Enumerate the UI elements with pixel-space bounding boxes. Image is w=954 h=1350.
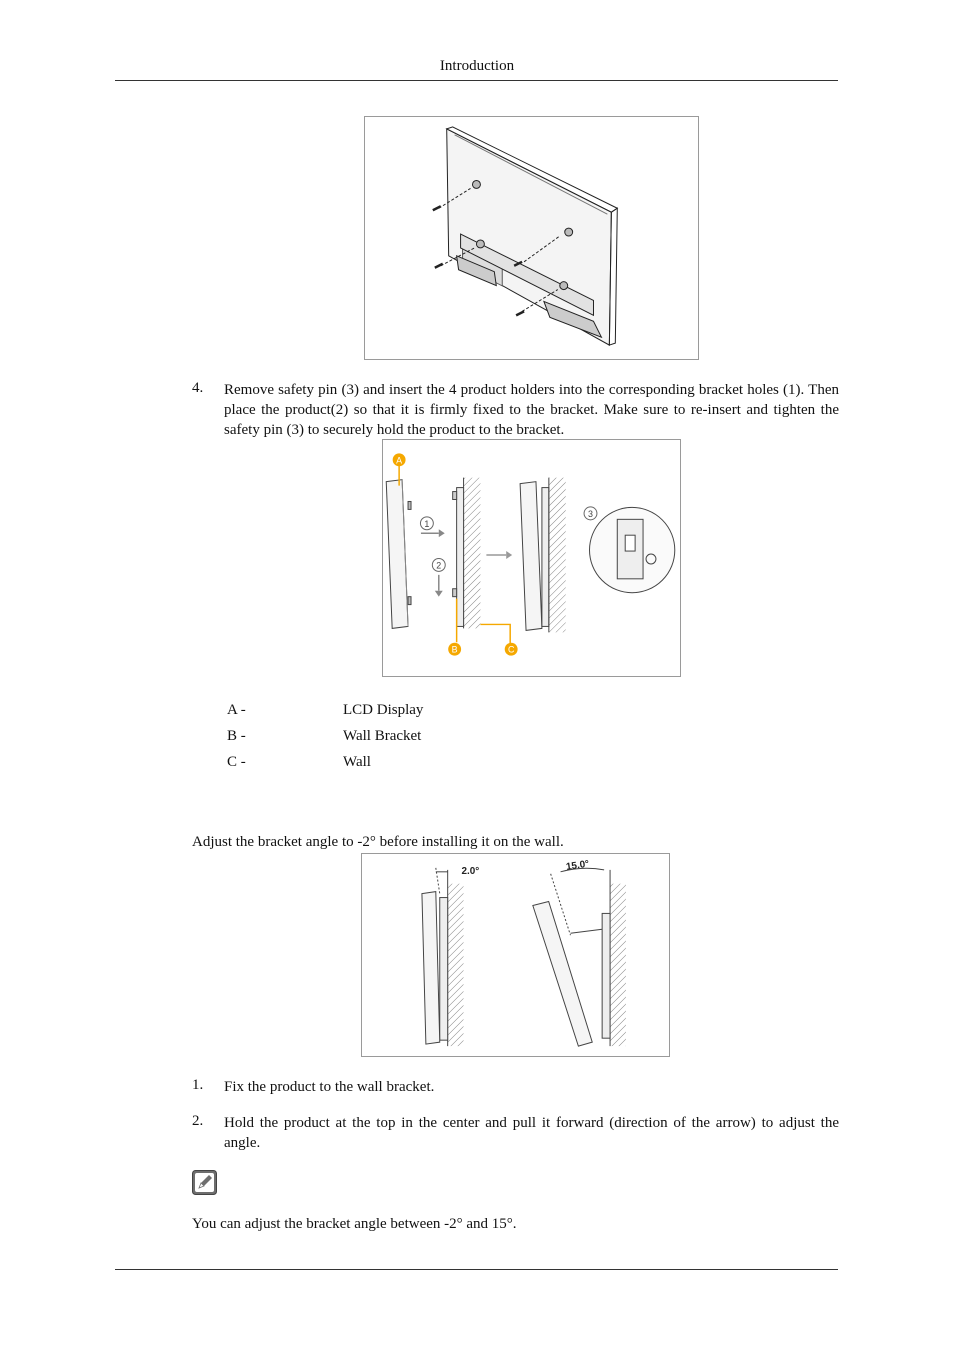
step-1-text: Fix the product to the wall bracket. (224, 1079, 435, 1095)
callout-3: 3 (588, 508, 593, 519)
callout-b: B (451, 644, 458, 655)
callout-2: 2 (436, 560, 442, 571)
angle-left-label: 2.0° (461, 865, 480, 877)
note-text: You can adjust the bracket angle between -2° and 15°. (192, 1216, 517, 1232)
callout-c: C (507, 644, 515, 655)
legend-key-c: C - (227, 754, 246, 770)
step-2-text: Hold the product at the top in the center and pull it forward (direction of the arrow) to adjust the angle. (224, 1115, 839, 1151)
step-1-number: 1. (192, 1077, 204, 1093)
page-header-title: Introduction (439, 58, 515, 74)
footer-rule (115, 1269, 838, 1270)
note-pencil-icon (192, 1170, 217, 1195)
legend-key-a: A - (227, 702, 246, 718)
legend-value-b: Wall Bracket (343, 728, 422, 744)
tv-back-screws-icon (365, 117, 698, 359)
bracket-angle-figure (361, 853, 670, 1057)
legend-value-c: Wall (343, 754, 371, 770)
legend-value-a: LCD Display (343, 702, 424, 718)
step-4-text: Remove safety pin (3) and insert the 4 product holders into the corresponding bracket holes (1). Then place the product(2) so that it is firmly fixed to the bracket. Make sure to re-insert and tighten the safety pin (3) to securely hold the product to the bracket. (224, 382, 839, 438)
mounting-steps-icon (383, 440, 680, 676)
step-4-number: 4. (192, 380, 204, 396)
step-2-number: 2. (192, 1113, 204, 1129)
callout-a: A (396, 455, 403, 466)
legend-key-b: B - (227, 728, 246, 744)
mounting-steps-figure (382, 439, 681, 677)
bracket-angle-icon (362, 854, 669, 1056)
tv-back-screws-figure (364, 116, 699, 360)
header-rule (115, 80, 838, 81)
angle-right-label: 15.0° (565, 858, 590, 873)
callout-1: 1 (424, 518, 430, 529)
adjust-angle-text: Adjust the bracket angle to -2° before installing it on the wall. (192, 834, 564, 850)
